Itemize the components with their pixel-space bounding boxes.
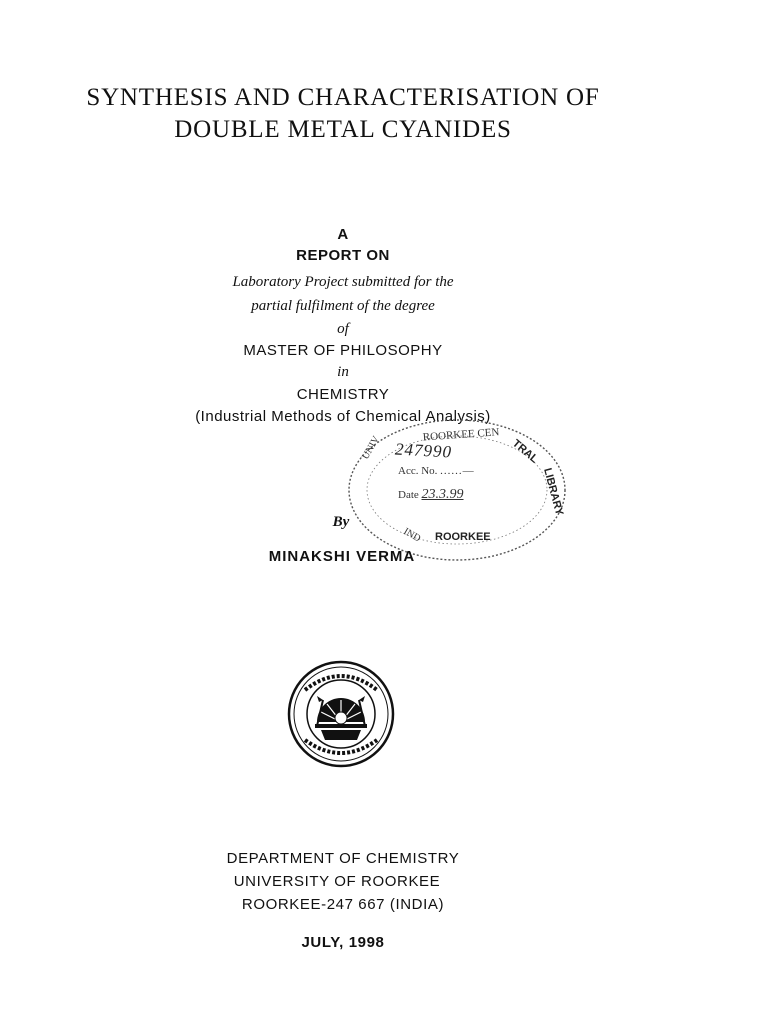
of-line: of	[337, 321, 349, 337]
svg-text:ROORKEE: ROORKEE	[435, 531, 491, 543]
stamp-acc-label: Acc. No.	[398, 465, 438, 477]
submission-date: JULY, 1998	[301, 934, 385, 951]
author-name: MINAKSHI VERMA	[268, 548, 416, 565]
report-a: A	[337, 226, 349, 243]
stamp-date	[398, 487, 464, 503]
stamp-date-value: 23.3.99	[421, 487, 464, 502]
project-line: Laboratory Project submitted for the	[232, 274, 454, 290]
stamp-number: 247990	[394, 439, 453, 462]
svg-text:ROORKEE CEN: ROORKEE CEN	[422, 426, 500, 444]
department: DEPARTMENT OF CHEMISTRY	[226, 850, 460, 867]
degree-line: MASTER OF PHILOSOPHY	[243, 342, 443, 359]
in-line: in	[337, 364, 349, 380]
stamp-date-label: Date	[398, 489, 419, 501]
title-line-1: SYNTHESIS AND CHARACTERISATION OF	[86, 84, 600, 111]
university-name: UNIVERSITY OF ROORKEE	[233, 873, 441, 890]
svg-text:LIBRARY: LIBRARY	[541, 466, 566, 517]
svg-text:UNIV: UNIV	[360, 434, 383, 462]
svg-text:IND: IND	[401, 526, 423, 545]
svg-text:TRAL: TRAL	[510, 437, 541, 466]
stamp-acc: Acc. No. ......—	[398, 465, 475, 477]
report-on: REPORT ON	[296, 247, 390, 264]
university-seal	[287, 660, 395, 768]
subject-line: CHEMISTRY	[296, 386, 390, 403]
title-line-2: DOUBLE METAL CYANIDES	[174, 116, 512, 143]
partial-line: partial fulfilment of the degree	[251, 298, 435, 314]
specialization-line: (Industrial Methods of Chemical Analysis)	[195, 408, 491, 425]
by-line: By	[332, 514, 350, 530]
address: ROORKEE-247 667 (INDIA)	[241, 896, 445, 913]
